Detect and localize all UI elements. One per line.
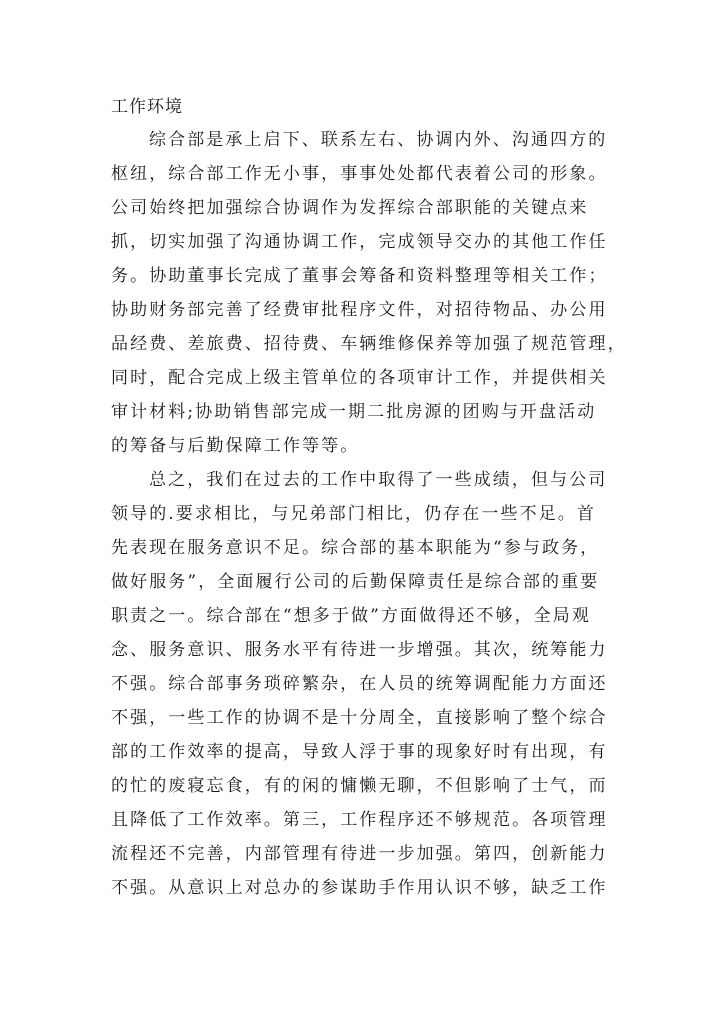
paragraph-line: 流程还不完善，内部管理有待进一步加强。第四，创新能力 xyxy=(111,844,608,864)
paragraph-line: 做好服务”，全面履行公司的后勤保障责任是综合部的重要 xyxy=(111,572,600,592)
paragraph-line: 审计材料;协助销售部完成一期二批房源的团购与开盘活动 xyxy=(111,402,597,422)
paragraph-line: 品经费、差旅费、招待费、车辆维修保养等加强了规范管理， xyxy=(111,334,627,354)
paragraph-line: 的筹备与后勤保障工作等等。 xyxy=(111,436,360,456)
paragraph-line: 总之，我们在过去的工作中取得了一些成绩，但与公司 xyxy=(149,470,608,490)
paragraph-line: 部的工作效率的提高，导致人浮于事的现象好时有出现，有 xyxy=(111,742,608,762)
paragraph-line: 职责之一。综合部在“想多于做”方面做得还不够，全局观 xyxy=(111,606,591,626)
paragraph-line: 不强。从意识上对总办的参谋助手作用认识不够，缺乏工作 xyxy=(111,878,608,898)
paragraph-line: 同时，配合完成上级主管单位的各项审计工作，并提供相关 xyxy=(111,368,608,388)
paragraph-line: 不强。综合部事务琐碎繁杂，在人员的统筹调配能力方面还 xyxy=(111,674,608,694)
paragraph-line: 公司始终把加强综合协调作为发挥综合部职能的关键点来 xyxy=(111,198,589,218)
paragraph-2 xyxy=(111,463,635,905)
paragraph-line: 不强，一些工作的协调不是十分周全，直接影响了整个综合 xyxy=(111,708,608,728)
paragraph-line: 领导的.要求相比，与兄弟部门相比，仍存在一些不足。首 xyxy=(111,504,597,524)
paragraph-line: 枢纽，综合部工作无小事，事事处处都代表着公司的形象。 xyxy=(111,164,608,184)
paragraph-line: 且降低了工作效率。第三，工作程序还不够规范。各项管理 xyxy=(111,810,608,830)
paragraph-1 xyxy=(111,123,635,463)
paragraph-line: 的忙的废寝忘食，有的闲的慵懒无聊，不但影响了士气，而 xyxy=(111,776,608,796)
paragraph-line: 综合部是承上启下、联系左右、协调内外、沟通四方的 xyxy=(149,130,608,150)
paragraph-line: 务。协助董事长完成了董事会筹备和资料整理等相关工作； xyxy=(111,266,608,286)
paragraph-line: 协助财务部完善了经费审批程序文件，对招待物品、办公用 xyxy=(111,300,608,320)
paragraph-line: 念、服务意识、服务水平有待进一步增强。其次，统筹能力 xyxy=(111,640,608,660)
section-heading: 工作环境 xyxy=(111,97,183,117)
paragraph-line: 先表现在服务意识不足。综合部的基本职能为“参与政务， xyxy=(111,538,600,558)
paragraph-line: 抓，切实加强了沟通协调工作，完成领导交办的其他工作任 xyxy=(111,232,608,252)
